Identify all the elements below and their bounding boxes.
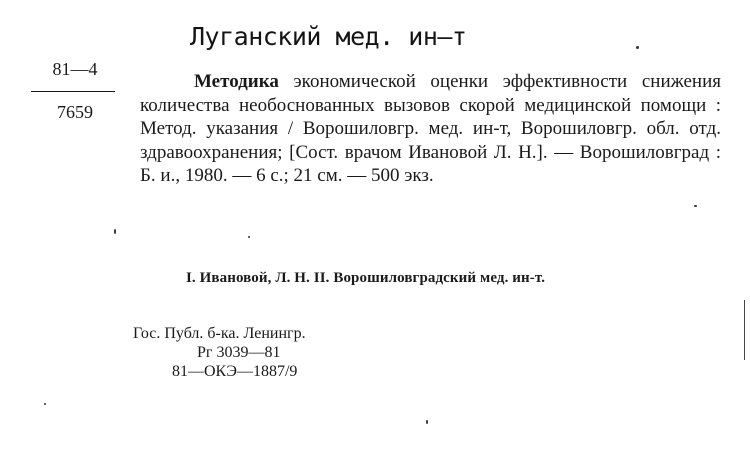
- dust-speck: [114, 229, 116, 234]
- library-stamp: [133, 324, 306, 381]
- dust-speck: [44, 403, 46, 405]
- card-edge-mark: [744, 300, 745, 360]
- tracing-line: I. Ивановой, Л. Н. II. Ворошиловградский мед. ин-т.: [186, 270, 546, 286]
- dust-speck: [426, 420, 428, 424]
- dust-speck: [248, 236, 250, 238]
- dust-speck: [636, 46, 639, 49]
- shelf-mark-top: 81—4: [52, 59, 98, 79]
- library-line-3: 81—ОКЭ—1887/9: [172, 363, 298, 380]
- shelf-mark-bottom: 7659: [57, 102, 93, 122]
- bibliographic-entry: [140, 70, 721, 188]
- library-line-1: Гос. Публ. б-ка. Ленингр.: [133, 325, 306, 342]
- shelf-mark-divider: [31, 91, 115, 92]
- dust-speck: [694, 205, 697, 207]
- library-line-2: Рг 3039—81: [197, 344, 281, 361]
- typed-heading: Луганский мед. ин–т: [190, 22, 467, 51]
- entry-text: экономической оценки эффективности снижения количества необоснованных вызовов скорой медицинской помощи : Метод. указания / Ворошиловгр. мед. ин-т, Ворошиловгр. обл. отд. здравоохранения; [Сост. врачом Ивановой Л. Н.]. — Ворошиловград : Б. и., 1980. — 6 с.; 21 см. — 500 экз.: [140, 71, 722, 186]
- entry-lead-word: Методика: [194, 71, 279, 92]
